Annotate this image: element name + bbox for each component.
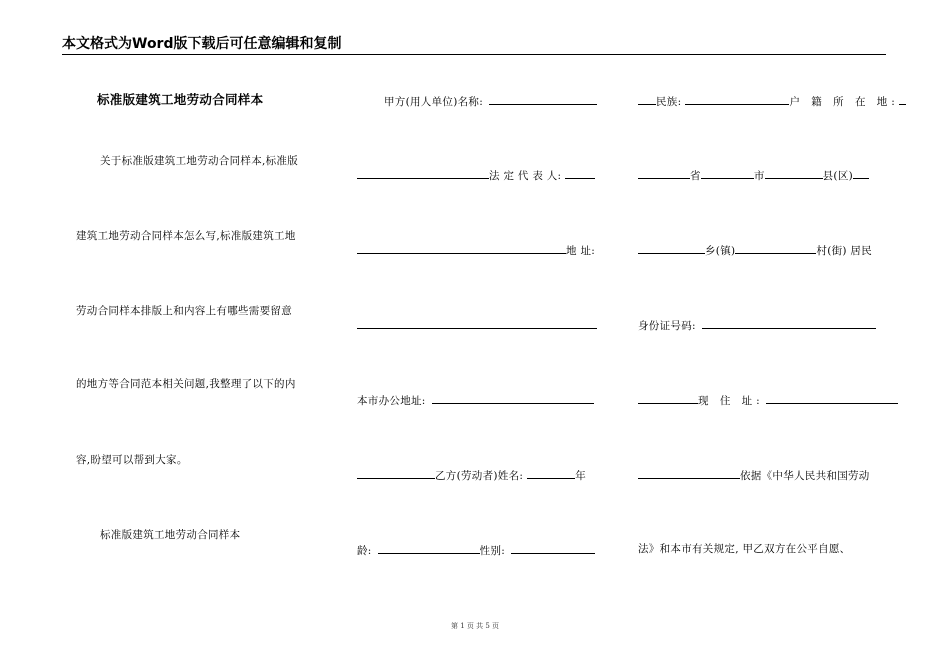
age-blank [378,542,480,554]
party-b-blank-before [357,467,435,479]
current-address-blank-before [638,392,698,404]
party-a-name-row [384,93,597,109]
office-address-blank [432,392,594,404]
village-label: 村(街) 居民 [816,245,873,257]
intro-line-5: 容,盼望可以帮到大家。 [76,454,188,466]
contract-title: 标准版建筑工地劳动合同样本 [97,92,264,107]
according-row [638,467,870,483]
id-number-row [638,317,876,333]
document-header: 本文格式为Word版下载后可任意编辑和复制 [62,36,342,52]
township-blank [638,242,705,254]
intro-line-4: 的地方等合同范本相关问题,我整理了以下的内 [76,378,296,390]
current-address-blank [766,392,898,404]
ethnicity-blank [685,93,789,105]
id-number-label: 身份证号码: [638,320,696,332]
legal-rep-blank-before [357,167,489,179]
household-blank [899,93,906,105]
id-number-blank [702,317,876,329]
header-divider [62,54,886,55]
county-blank [765,167,823,179]
county-blank-after [853,167,869,179]
ethnicity-row [638,93,906,109]
address-label: 地 址: [566,245,596,257]
party-a-name-label: 甲方(用人单位)名称: [384,96,484,108]
party-a-name-blank [489,93,597,105]
age-gender-row [357,542,595,558]
page-number: 第 1 页 共 5 页 [450,622,500,630]
party-b-name-row [357,467,586,483]
age-label: 龄: [357,545,372,557]
intro-line-3: 劳动合同样本排版上和内容上有哪些需要留意 [76,305,292,317]
according-text: 依据《中华人民共和国劳动 [740,470,870,482]
address-blank-before [357,242,566,254]
ethnicity-blank-before [638,93,656,105]
legal-rep-row [357,167,595,183]
gender-blank [511,542,595,554]
according-blank [638,467,740,479]
office-address-label: 本市办公地址: [357,395,426,407]
law-text-row [638,542,850,556]
household-label: 户 籍 所 在 地: [789,96,899,108]
city-label: 市 [753,170,765,182]
city-blank [701,167,754,179]
legal-rep-label: 法 定 代 表 人: [489,170,562,182]
legal-rep-blank [565,167,595,179]
current-address-label: 现 住 址: [698,395,764,407]
law-text: 法》和本市有关规定, 甲乙双方在公平自愿、 [638,543,851,555]
party-b-name-blank [527,467,575,479]
current-address-row [638,392,898,408]
address-continuation-blank [357,317,597,329]
village-blank [735,242,816,254]
province-blank [638,167,690,179]
year-label: 年 [575,470,587,482]
section-heading: 标准版建筑工地劳动合同样本 [100,529,241,541]
ethnicity-label: 民族: [656,96,682,108]
province-label: 省 [690,170,701,182]
township-row [638,242,872,258]
office-address-row [357,392,594,408]
address-row [357,242,595,258]
county-label: 县(区) [822,170,854,182]
address-continuation-row [357,317,597,333]
intro-line-2: 建筑工地劳动合同样本怎么写,标准版建筑工地 [76,230,296,242]
party-b-name-label: 乙方(劳动者)姓名: [435,470,524,482]
gender-label: 性别: [479,545,506,557]
intro-line-1: 关于标准版建筑工地劳动合同样本,标准版 [100,155,299,167]
township-label: 乡(镇) [705,245,736,257]
province-row [638,167,869,183]
